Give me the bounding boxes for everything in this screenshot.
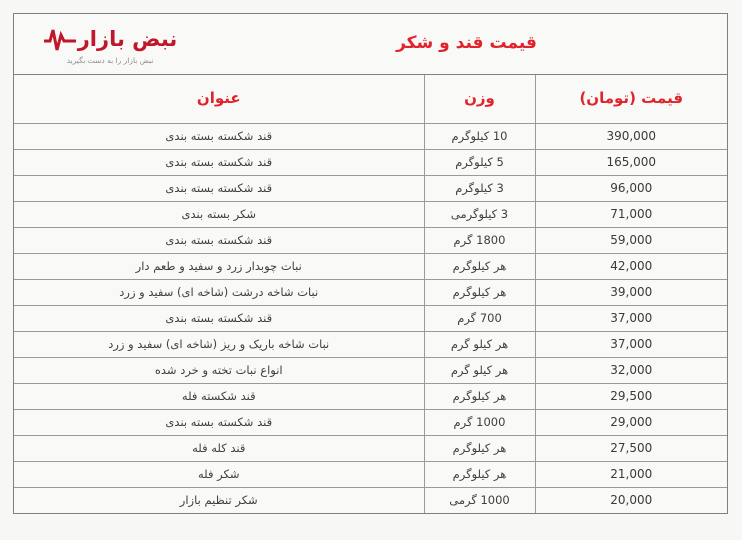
page-title: قیمت قند و شکر: [396, 33, 537, 53]
table-header-row: [14, 75, 727, 123]
column-header-weight[interactable]: وزن: [424, 75, 535, 123]
cell-weight: هر کیلو گرم: [424, 357, 535, 383]
table-row: [14, 331, 727, 357]
cell-title: قند شکسته بسته بندی: [14, 149, 424, 175]
cell-price: 29,500: [535, 383, 727, 409]
cell-title: نبات شاخه درشت (شاخه ای) سفید و زرد: [14, 279, 424, 305]
brand-logo[interactable]: [14, 14, 206, 74]
cell-price: 39,000: [535, 279, 727, 305]
cell-weight: 5 کیلوگرم: [424, 149, 535, 175]
cell-weight: 3 کیلوگرم: [424, 175, 535, 201]
cell-weight: هر کیلوگرم: [424, 461, 535, 487]
table-body: [14, 123, 727, 513]
table-head: [14, 75, 727, 123]
price-table: [14, 75, 727, 513]
table-row: [14, 279, 727, 305]
brand-wordmark: نبض بازار: [77, 26, 178, 51]
table-row: [14, 409, 727, 435]
cell-price: 29,000: [535, 409, 727, 435]
cell-price: 390,000: [535, 123, 727, 149]
cell-weight: هر کیلو گرم: [424, 331, 535, 357]
cell-title: قند کله فله: [14, 435, 424, 461]
table-row: [14, 227, 727, 253]
cell-title: قند شکسته بسته بندی: [14, 123, 424, 149]
table-row: [14, 305, 727, 331]
table-row: [14, 435, 727, 461]
pulse-heartbeat-icon: [43, 26, 77, 52]
cell-price: 42,000: [535, 253, 727, 279]
table-row: [14, 201, 727, 227]
table-header-band: [14, 14, 727, 75]
cell-title: شکر بسته بندی: [14, 201, 424, 227]
cell-price: 165,000: [535, 149, 727, 175]
cell-weight: هر کیلوگرم: [424, 435, 535, 461]
cell-price: 32,000: [535, 357, 727, 383]
cell-weight: هر کیلوگرم: [424, 383, 535, 409]
cell-weight: 1800 گرم: [424, 227, 535, 253]
table-row: [14, 487, 727, 513]
cell-title: قند شکسته بسته بندی: [14, 227, 424, 253]
cell-weight: 10 کیلوگرم: [424, 123, 535, 149]
cell-title: قند شکسته بسته بندی: [14, 409, 424, 435]
cell-weight: هر کیلوگرم: [424, 279, 535, 305]
table-row: [14, 123, 727, 149]
brand-mark: [43, 25, 178, 53]
price-table-container: [13, 13, 728, 514]
cell-title: نبات چوبدار زرد و سفید و طعم دار: [14, 253, 424, 279]
cell-weight: هر کیلوگرم: [424, 253, 535, 279]
cell-price: 20,000: [535, 487, 727, 513]
table-row: [14, 461, 727, 487]
cell-price: 37,000: [535, 331, 727, 357]
cell-price: 71,000: [535, 201, 727, 227]
cell-title: شکر تنظیم بازار: [14, 487, 424, 513]
cell-weight: 3 کیلوگرمی: [424, 201, 535, 227]
cell-price: 96,000: [535, 175, 727, 201]
table-row: [14, 175, 727, 201]
cell-title: شکر فله: [14, 461, 424, 487]
column-header-price[interactable]: قیمت (تومان): [535, 75, 727, 123]
cell-price: 59,000: [535, 227, 727, 253]
cell-title: انواع نبات تخته و خرد شده: [14, 357, 424, 383]
table-row: [14, 357, 727, 383]
column-header-title[interactable]: عنوان: [14, 75, 424, 123]
brand-tagline: نبض بازار را به دست بگیرید: [66, 56, 154, 66]
cell-title: نبات شاخه باریک و ریز (شاخه ای) سفید و زرد: [14, 331, 424, 357]
table-row: [14, 253, 727, 279]
cell-title: قند شکسته بسته بندی: [14, 305, 424, 331]
table-row: [14, 149, 727, 175]
cell-price: 21,000: [535, 461, 727, 487]
cell-weight: 700 گرم: [424, 305, 535, 331]
cell-title: قند شکسته فله: [14, 383, 424, 409]
cell-price: 37,000: [535, 305, 727, 331]
cell-title: قند شکسته بسته بندی: [14, 175, 424, 201]
cell-weight: 1000 گرم: [424, 409, 535, 435]
cell-weight: 1000 گرمی: [424, 487, 535, 513]
table-row: [14, 383, 727, 409]
cell-price: 27,500: [535, 435, 727, 461]
